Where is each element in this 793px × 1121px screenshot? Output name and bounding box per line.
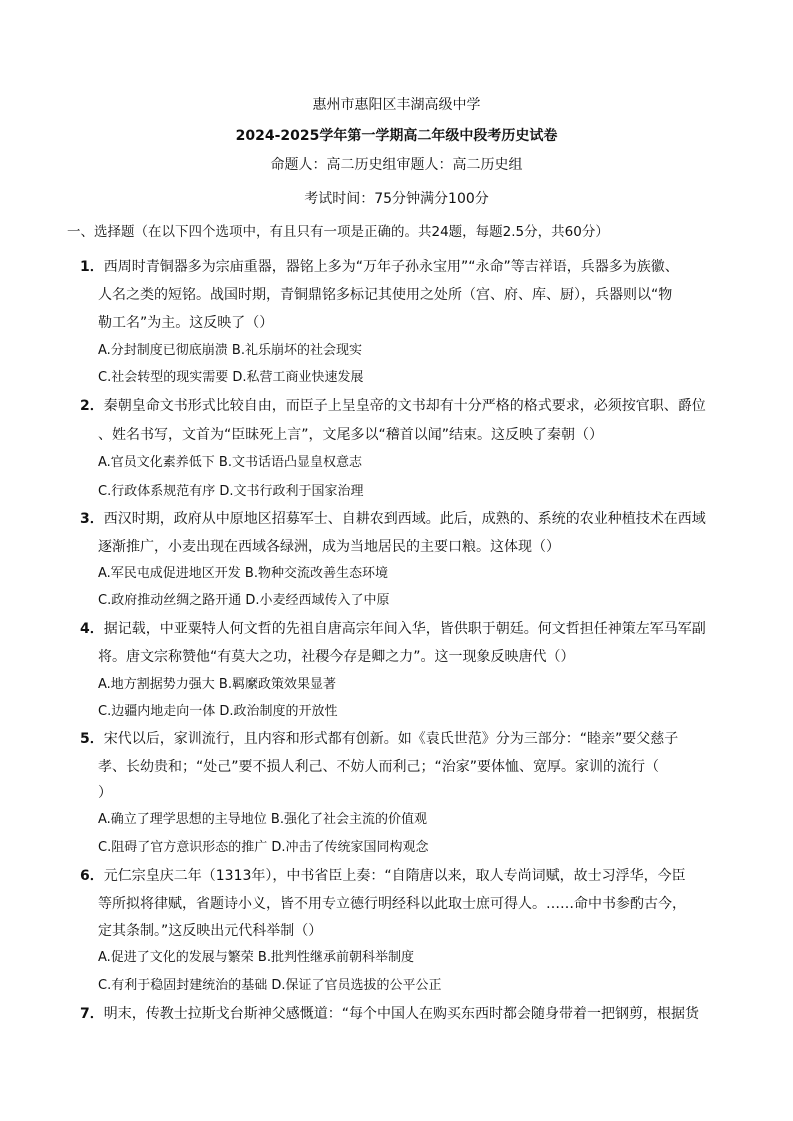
question-2-options-cd[interactable]: C.行政体系规范有序 D.文书行政利于国家治理 [98,484,364,499]
question-5-options-ab[interactable]: A.确立了理学思想的主导地位 B.强化了社会主流的价值观 [98,812,427,827]
question-number: 4． [80,621,104,637]
question-text: 西周时青铜器多为宗庙重器，器铭上多为“万年子孙永宝用”“永命”等吉祥语，兵器多为族徽、 [103,259,679,275]
question-2-line-2: 、姓名书写，文首为“臣昧死上言”，文尾多以“稽首以闻”结束。这反映了秦朝（） [98,427,604,443]
school-name: 惠州市惠阳区丰湖高级中学 [312,97,481,113]
exam-title: 2024-2025学年第一学期高二年级中段考历史试卷 [235,128,558,144]
question-text: 宋代以后，家训流行，且内容和形式都有创新。如《袁氏世范》分为三部分：“睦亲”要父慈子 [103,731,679,747]
question-number: 3． [80,511,104,527]
question-6-options-cd[interactable]: C.有利于稳固封建统治的基础 D.保证了官员选拔的公平公正 [98,978,442,993]
question-4-options-ab[interactable]: A.地方割据势力强大 B.羁縻政策效果显著 [98,677,336,692]
question-6-line-3: 定其条制。”这反映出元代科举制（） [98,923,323,939]
question-3-line-2: 逐渐推广，小麦出现在西域各绿洲，成为当地居民的主要口粮。这体现（） [98,539,560,555]
question-4-line-2: 将。唐文宗称赞他“有莫大之功，社稷今存是卿之力”。这一现象反映唐代（） [98,649,575,665]
question-3-options-cd[interactable]: C.政府推动丝绸之路开通 D.小麦经西域传入了中原 [98,593,390,608]
question-4-line-1 [80,620,706,638]
question-number: 6． [80,868,104,884]
question-6-line-1 [80,867,686,885]
question-4-options-cd[interactable]: C.边疆内地走向一体 D.政治制度的开放性 [98,704,338,719]
question-6-options-ab[interactable]: A.促进了文化的发展与繁荣 B.批判性继承前朝科举制度 [98,950,414,965]
question-3-line-1 [80,510,706,528]
question-5-line-2: 孝、长幼贵和；“处己”要不损人利己、不妨人而利己；“治家”要体恤、宽厚。家训的流行（ [98,759,660,775]
question-text: 元仁宗皇庆二年（1313年），中书省臣上奏：“自隋唐以来，取人专尚词赋，故士习浮华，今臣 [103,868,686,884]
section-title: 一、选择题（在以下四个选项中，有且只有一项是正确的。共24题，每题2.5分，共60分） [67,224,609,240]
question-text: 明末，传教士拉斯戈台斯神父感慨道：“每个中国人在购买东西时都会随身带着一把钢剪，根据货 [103,1006,700,1022]
question-5-line-3: ） [98,785,112,801]
question-number: 1． [80,259,104,275]
question-text: 秦朝皇命文书形式比较自由，而臣子上呈皇帝的文书却有十分严格的格式要求，必须按官职、爵位 [103,398,706,414]
question-1-options-ab[interactable]: A.分封制度已彻底崩溃 B.礼乐崩坏的社会现实 [98,343,362,358]
question-1-options-cd[interactable]: C.社会转型的现实需要 D.私营工商业快速发展 [98,370,364,385]
question-1-line-1 [80,258,679,276]
question-3-options-ab[interactable]: A.军民屯成促进地区开发 B.物种交流改善生态环境 [98,566,388,581]
question-1-line-2: 人名之类的短铭。战国时期，青铜鼎铭多标记其使用之处所（宫、府、库、厨），兵器则以“物 [98,287,673,303]
question-text: 据记载，中亚粟特人何文哲的先祖自唐高宗年间入华，皆供职于朝廷。何文哲担任神策左军马军副 [103,621,706,637]
question-7-line-1 [80,1005,699,1023]
question-6-line-2: 等所拟将律赋，省题诗小义，皆不用专立德行明经科以此取士庶可得人。……命中书参酌古今， [98,896,686,912]
question-5-options-cd[interactable]: C.阻碍了官方意识形态的推广 D.冲击了传统家国同构观念 [98,840,429,855]
question-5-line-1 [80,730,678,748]
question-number: 5． [80,731,104,747]
question-number: 2． [80,398,104,414]
authors-line: 命题人：高二历史组审题人：高二历史组 [270,157,523,173]
exam-time-info: 考试时间：75分钟满分100分 [304,191,489,207]
question-number: 7． [80,1006,104,1022]
question-1-line-3: 勒工名”为主。这反映了（） [98,315,274,331]
question-2-options-ab[interactable]: A.官员文化素养低下 B.文书话语凸显皇权意志 [98,455,362,470]
question-text: 西汉时期，政府从中原地区招募军士、自耕农到西域。此后，成熟的、系统的农业种植技术在西域 [103,511,706,527]
question-2-line-1 [80,397,706,415]
